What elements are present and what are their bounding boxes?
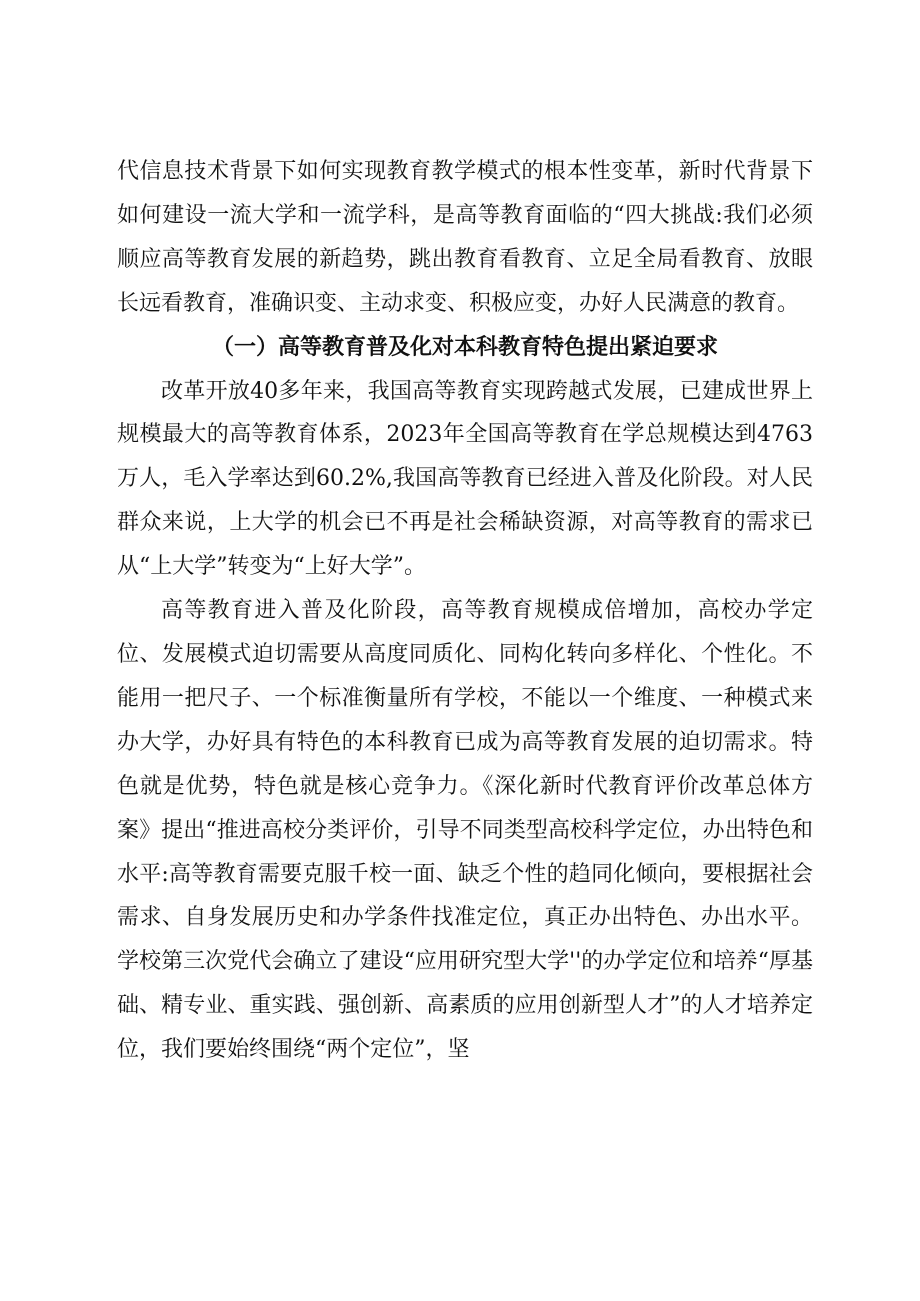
paragraph-2: 改革开放40多年来，我国高等教育实现跨越式发展，已建成世界上规模最大的高等教育体系，2023年全国高等教育在学总规模达到4763万人，毛入学率达到60.2%,我国高等教育已经进入普及化阶段。对人民群众来说，上大学的机会已不再是社会稀缺资源，对高等教育的需求已从“上大学”转变为“上好大学”。: [117, 378, 813, 580]
document-body: [117, 150, 813, 1072]
paragraph-continued: 代信息技术背景下如何实现教育教学模式的根本性变革，新时代背景下如何建设一流大学和一流学科，是高等教育面临的“四大挑战:我们必须顺应高等教育发展的新趋势，跳出教育看教育、立足全局看教育、放眼长远看教育，准确识变、主动求变、积极应变，办好人民满意的教育。: [117, 159, 813, 316]
paragraph-3: 高等教育进入普及化阶段，高等教育规模成倍增加，高校办学定位、发展模式迫切需要从高度同质化、同构化转向多样化、个性化。不能用一把尺子、一个标准衡量所有学校，不能以一个维度、一种模式来办大学，办好具有特色的本科教育已成为高等教育发展的迫切需求。特色就是优势，特色就是核心竞争力。《深化新时代教育评价改革总体方案》提出“推进高校分类评价，引导不同类型高校科学定位，办出特色和水平:高等教育需要克服千校一面、缺乏个性的趋同化倾向，要根据社会需求、自身发展历史和办学条件找准定位，真正办出特色、办出水平。学校第三次党代会确立了建设“应用研究型大学''的办学定位和培养“厚基础、精专业、重实践、强创新、高素质的应用创新型人才”的人才培养定位，我们要始终围绕“两个定位”，坚: [117, 598, 813, 1063]
section-heading: （一）高等教育普及化对本科教育特色提出紧迫要求: [211, 334, 718, 360]
